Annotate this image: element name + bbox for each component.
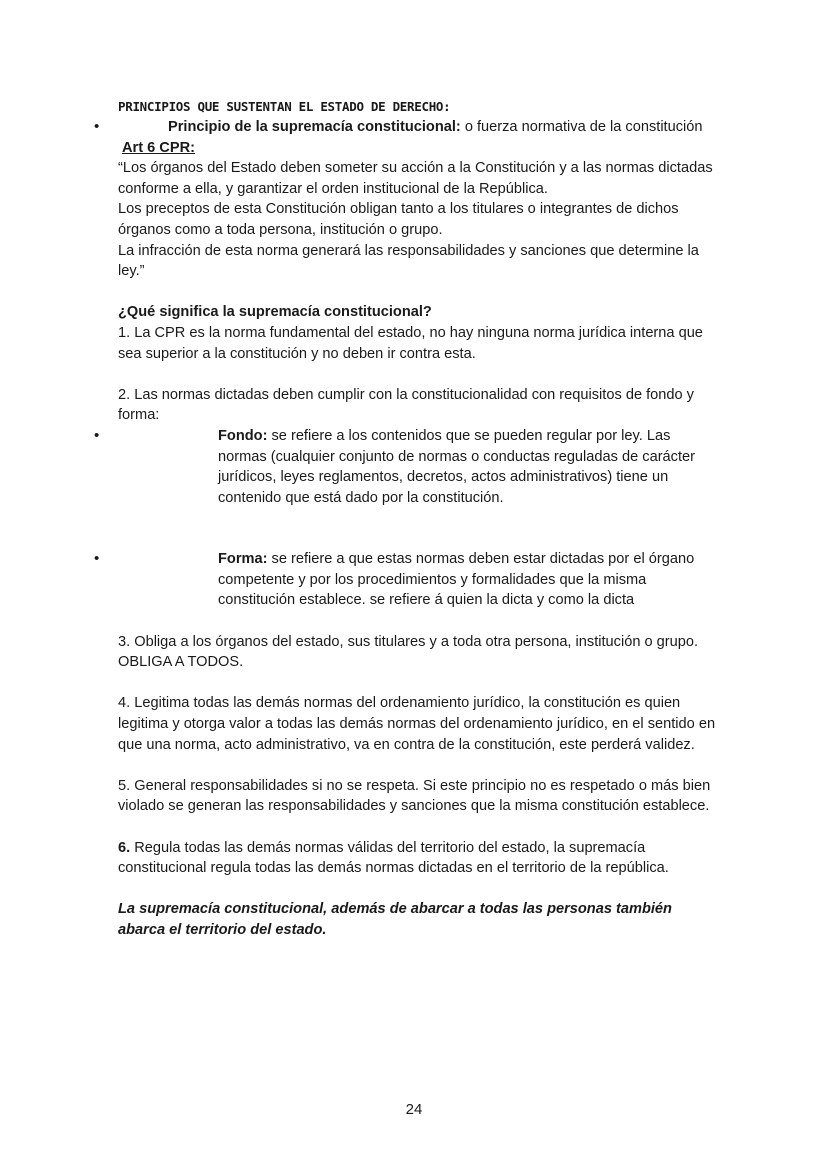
point-5: 5. General responsabilidades si no se respeta. Si este principio no es respetado o más bien violado se generan las responsabilidades y sanciones que la misma constitución establece. [118, 777, 711, 815]
fondo-text: se refiere a los contenidos que se pueden regular por ley. Las normas (cualquier conjunto de normas o conductas reguladas de carácter jurídicos, leyes reglamentos, decretos, actos administrativos) tiene un contenido que está dado por la constitución. [218, 427, 695, 506]
article-label: Art 6 CPR: [122, 139, 195, 156]
point-6-text: Regula todas las demás normas válidas del territorio del estado, la supremacía constitucional regula todas las demás normas dictadas en el territorio de la república. [118, 839, 669, 877]
forma-item [118, 549, 708, 611]
forma-title: Forma: [218, 551, 268, 568]
spacer [118, 817, 718, 838]
article-quote-line: La infracción de esta norma generará las responsabilidades y sanciones que determine la ley.” [118, 242, 699, 280]
page-number: 24 [405, 1101, 423, 1118]
principle-text: o fuerza normativa de la constitución [460, 119, 703, 135]
fondo-title: Fondo: [218, 427, 268, 444]
requirements-list [118, 426, 718, 611]
point-6 [118, 838, 718, 879]
spacer [118, 755, 718, 776]
document-page [118, 97, 718, 941]
forma-text: se refiere a que estas normas deben estar dictadas por el órgano competente y por los procedimientos y formalidades que la misma constitución establece. se refiere á quien la dicta y como la dicta [218, 551, 695, 609]
article-quote-line: Los preceptos de esta Constitución obligan tanto a los titulares o integrantes de dichos órganos como a toda persona, institución o grupo. [118, 201, 679, 238]
conclusion: La supremacía constitucional, además de abarcar a todas las personas también abarca el territorio del estado. [118, 901, 672, 938]
spacer [118, 673, 718, 694]
fondo-item [118, 426, 708, 508]
section-heading: PRINCIPIOS QUE SUSTENTAN EL ESTADO DE DERECHO: [118, 99, 451, 114]
article-quote-line: “Los órganos del Estado deben someter su acción a la Constitución y a las normas dictadas conforme a ella, y garantizar el orden institucional de la República. [118, 160, 713, 197]
point-2: 2. Las normas dictadas deben cumplir con la constitucionalidad con requisitos de fondo y forma: [118, 386, 694, 424]
point-1: 1. La CPR es la norma fundamental del estado, no hay ninguna norma jurídica interna que sea superior a la constitución y no deben ir contra esta. [118, 324, 703, 362]
principle-list [118, 117, 718, 138]
question-heading: ¿Qué significa la supremacía constitucional? [118, 304, 432, 321]
point-4: 4. Legitima todas las demás normas del ordenamiento jurídico, la constitución es quien legitima y otorga valor a todas las demás normas del ordenamiento jurídico, en el sentido en que una norma, acto administrativo, va en contra de la constitución, este perderá validez. [118, 695, 716, 753]
spacer [118, 282, 718, 303]
point-3: 3. Obliga a los órganos del estado, sus titulares y a toda otra persona, institución o grupo. OBLIGA A TODOS. [118, 633, 699, 671]
spacer [118, 364, 718, 385]
point-6-number: 6. [118, 839, 131, 856]
principle-item [118, 117, 718, 138]
spacer [118, 611, 718, 632]
spacer [118, 879, 718, 900]
principle-title: Principio de la supremacía constitucional: [168, 119, 461, 135]
